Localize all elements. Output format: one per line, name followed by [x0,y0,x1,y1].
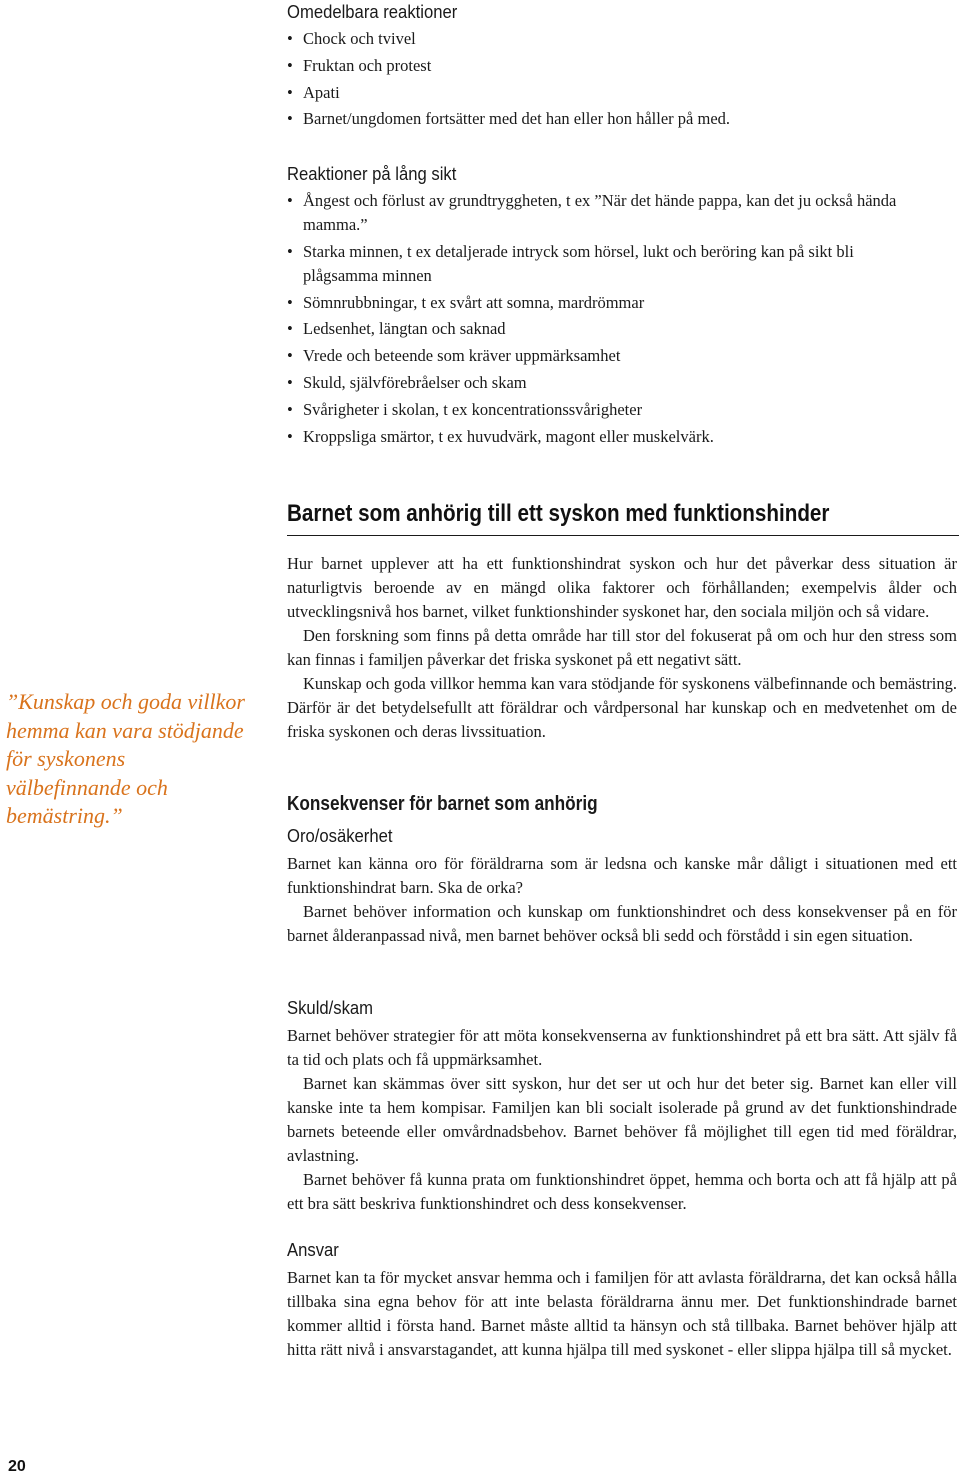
bullet-icon: • [287,109,293,129]
list-item: • Ledsenhet, längtan och saknad [287,317,927,341]
skuld-paragraph-2: Barnet kan skämmas över sitt syskon, hur det ser ut och hur det beter sig. Barnet kan eller vill kanske inte ta hem kompisar. Familjen kan bli socialt isolerade på grund av det funktionshindrade barnets beteende eller omvårdnadsbehov. Barnet behöver få möjlighet till egen tid med föräldrar, avlastning. [287,1074,957,1165]
bullet-icon: • [287,292,293,312]
oro-section [287,824,957,948]
oro-paragraph-1: Barnet kan känna oro för föräldrarna som är ledsna och kanske mår dåligt i situationen med ett funktionshindrat barn. Ska de orka? [287,854,957,897]
intro-paragraph-3: Kunskap och goda villkor hemma kan vara stödjande för syskonens välbefinnande och bemästring. Därför är det betydelsefullt att föräldrar och vårdpersonal har kunskap och en medvetenhet om de friska syskonen och deras livssituation. [287,674,957,741]
section-title: Barnet som anhörig till ett syskon med funktionshinder [287,500,830,527]
list-item: • Skuld, självförebråelser och skam [287,371,927,395]
section-title-block [287,500,959,536]
immediate-reactions-heading: Omedelbara reaktioner [287,1,458,22]
bullet-icon: • [287,55,293,75]
list-item: • Vrede och beteende som kräver uppmärksamhet [287,344,927,368]
list-item: • Kroppsliga smärtor, t ex huvudvärk, magont eller muskelvärk. [287,425,927,449]
longterm-reactions-list [287,189,927,449]
intro-text [287,552,957,744]
list-item: • Barnet/ungdomen fortsätter med det han eller hon håller på med. [287,107,957,131]
list-item: • Sömnrubbningar, t ex svårt att somna, mardrömmar [287,291,927,315]
list-item: • Chock och tvivel [287,27,957,51]
bullet-icon: • [287,241,293,261]
list-item: • Svårigheter i skolan, t ex koncentrationssvårigheter [287,398,927,422]
list-item: • Apati [287,81,957,105]
bullet-icon: • [287,82,293,102]
oro-heading: Oro/osäkerhet [287,825,393,846]
bullet-icon: • [287,426,293,446]
list-item: • Starka minnen, t ex detaljerade intryck som hörsel, lukt och beröring kan på sikt bli plågsamma minnen [287,241,854,285]
skuld-heading: Skuld/skam [287,997,374,1018]
bullet-icon: • [287,372,293,392]
bullet-icon: • [287,399,293,419]
longterm-reactions-section [287,162,957,451]
list-item: • Fruktan och protest [287,54,957,78]
ansvar-paragraph-1: Barnet kan ta för mycket ansvar hemma och i familjen för att avlasta föräldrarna, det kan också hålla tillbaka sina egna behov för att inte belasta föräldrarna ännu mer. Det funktionshindrade barnet kommer alltid i första hand. Barnet måste alltid ta hänsyn och stå tillbaka. Barnet behöver hjälp att hitta rätt nivå i ansvarstagandet, att kunna hjälpa till med syskonet - eller slippa hjälpa till så mycket. [287,1268,957,1359]
bullet-icon: • [287,319,293,339]
ansvar-section [287,1238,957,1362]
skuld-paragraph-3: Barnet behöver få kunna prata om funktionshindret öppet, hemma och borta och att få hjälp att på ett bra sätt beskriva funktionshindret och dess konsekvenser. [287,1170,957,1213]
ansvar-heading: Ansvar [287,1239,339,1260]
consequences-heading: Konsekvenser för barnet som anhörig [287,793,598,815]
skuld-section [287,996,957,1216]
intro-paragraph-2: Den forskning som finns på detta område har till stor del fokuserat på om och hur den stress som kan finnas i familjen påverkar det friska syskonet på ett negativt sätt. [287,626,957,669]
intro-paragraph-1: Hur barnet upplever att ha ett funktionshindrat syskon och hur det påverkar dess situation är naturligtvis beroende av en mängd olika faktorer och förhållanden; exempelvis ålder och utvecklingsnivå hos barnet, vilket funktionshinder syskonet har, den sociala miljön och så vidare. [287,554,957,621]
bullet-icon: • [287,29,293,48]
skuld-paragraph-1: Barnet behöver strategier för att möta konsekvenserna av funktionshindret på ett bra sätt. Att själv få ta tid och plats och få uppmärksamhet. [287,1026,957,1069]
pull-quote: ”Kunskap och goda villkor hemma kan vara stödjande för syskonens välbefinnande och bemästring.” [6,689,245,828]
list-item: • Ångest och förlust av grundtryggheten, t ex ”När det hände pappa, kan det ju också hända mamma.” [287,191,897,234]
bullet-icon: • [287,346,293,366]
page-number: 20 [8,1458,26,1475]
oro-paragraph-2: Barnet behöver information och kunskap om funktionshindret och dess konsekvenser på en för barnet ålderanpassad nivå, men barnet behöver också bli sedd och förstådd i sin egen situation. [287,902,957,945]
immediate-reactions-section [287,0,957,134]
bullet-icon: • [287,191,293,210]
immediate-reactions-list [287,27,957,131]
longterm-reactions-heading: Reaktioner på lång sikt [287,163,457,184]
consequences-heading-block [287,791,957,817]
